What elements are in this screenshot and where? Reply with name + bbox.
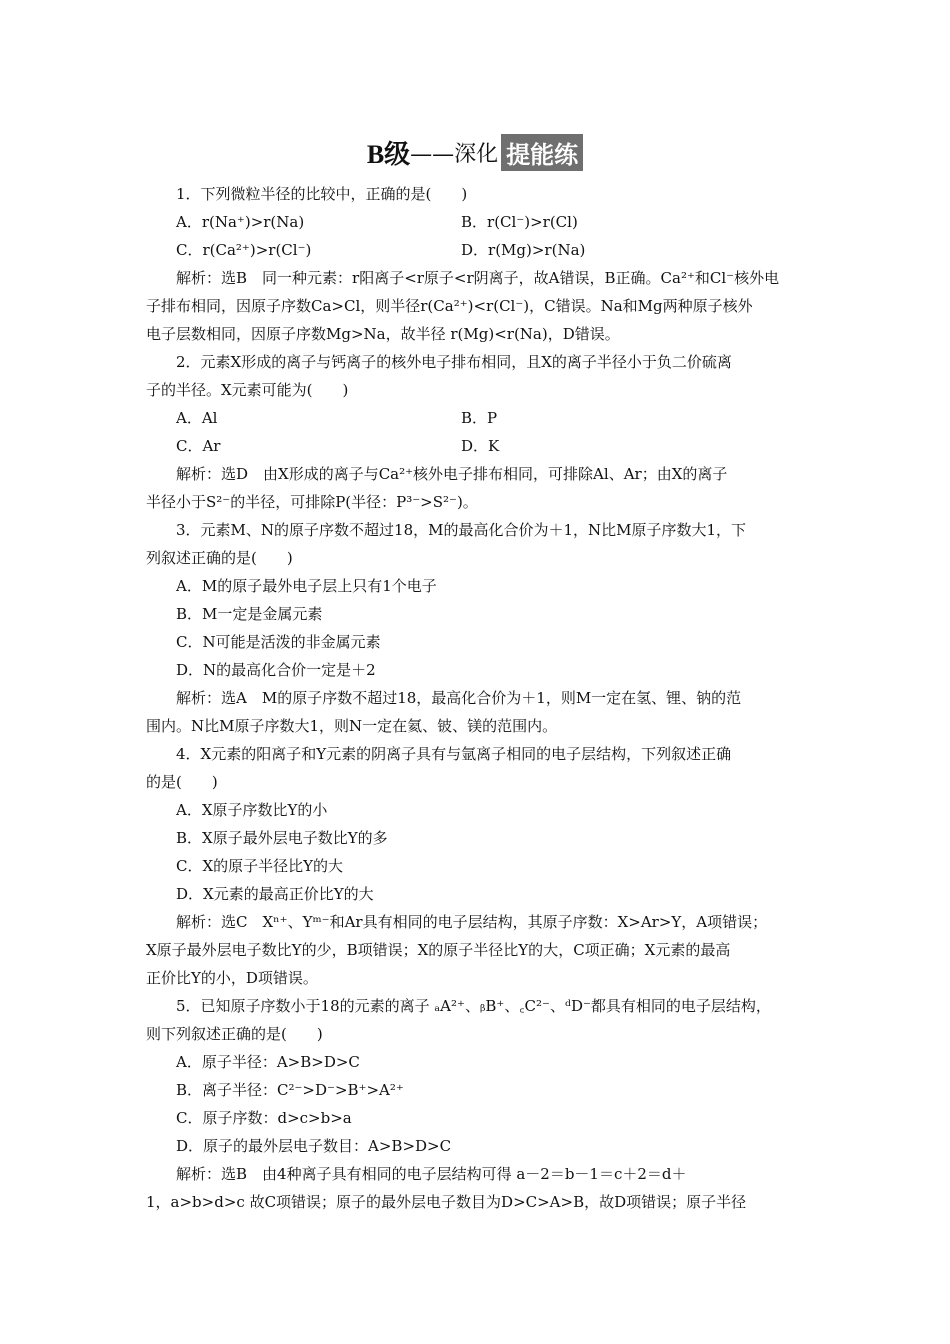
text-line: B．X原子最外层电子数比Y的多 [176, 829, 388, 847]
text-line: 围内。N比M原子序数大1，则N一定在氦、铍、镁的范围内。 [146, 717, 558, 735]
text-line: A．M的原子最外电子层上只有1个电子 [176, 577, 437, 595]
text-line: 4．X元素的阳离子和Y元素的阴离子具有与氩离子相同的电子层结构，下列叙述正确 [176, 745, 732, 763]
option-left: C．Ar [176, 437, 221, 455]
text-line [146, 236, 812, 264]
text-line: 解析：选D 由X形成的离子与Ca²⁺核外电子排布相同，可排除Al、Ar；由X的离子 [176, 465, 728, 483]
text-line: 半径小于S²⁻的半径，可排除P(半径：P³⁻>S²⁻)。 [146, 493, 478, 511]
text-line: C．N可能是活泼的非金属元素 [176, 633, 381, 651]
option-left: A．r(Na⁺)>r(Na) [176, 213, 305, 231]
text-line: 则下列叙述正确的是( ) [146, 1025, 323, 1043]
text-line: 1，a>b>d>c 故C项错误；原子的最外层电子数目为D>C>A>B，故D项错误；原子半径 [146, 1193, 747, 1211]
option-left: A．Al [176, 409, 218, 427]
document-body [146, 180, 812, 1216]
text-line [146, 404, 812, 432]
text-line: B．离子半径：C²⁻>D⁻>B⁺>A²⁺ [176, 1081, 404, 1099]
text-line: C．X的原子半径比Y的大 [176, 857, 344, 875]
text-line: 的是( ) [146, 773, 218, 791]
option-right: D．r(Mg)>r(Na) [461, 241, 586, 259]
section-subtitle: ——深化 [410, 142, 499, 167]
text-line [146, 432, 812, 460]
text-line: 解析：选A M的原子序数不超过18，最高化合价为＋1，则M一定在氢、锂、钠的范 [176, 689, 742, 707]
text-line: 子排布相同，因原子序数Ca>Cl，则半径r(Ca²⁺)<r(Cl⁻)，C错误。Na和Mg两种原子核外 [146, 297, 753, 315]
text-line: 正价比Y的小，D项错误。 [146, 969, 318, 987]
text-line: X原子最外层电子数比Y的少，B项错误；X的原子半径比Y的大，C项正确；X元素的最高 [146, 941, 731, 959]
text-line: 子的半径。X元素可能为( ) [146, 381, 349, 399]
text-line: C．原子序数：d>c>b>a [176, 1109, 352, 1127]
text-line: 电子层数相同，因原子序数Mg>Na，故半径 r(Mg)<r(Na)，D错误。 [146, 325, 620, 343]
text-line: D．X元素的最高正价比Y的大 [176, 885, 374, 903]
text-line [146, 208, 812, 236]
section-badge: 提能练 [501, 134, 583, 171]
text-line: 列叙述正确的是( ) [146, 549, 293, 567]
text-line: 解析：选B 同一种元素：r阳离子<r原子<r阴离子，故A错误，B正确。Ca²⁺和Cl⁻核外电 [176, 269, 780, 287]
section-title [0, 134, 950, 171]
text-line: D．原子的最外层电子数目：A>B>D>C [176, 1137, 452, 1155]
option-right: D．K [461, 437, 500, 455]
option-right: B．r(Cl⁻)>r(Cl) [461, 213, 578, 231]
option-right: B．P [461, 409, 498, 427]
text-line: B．M一定是金属元素 [176, 605, 323, 623]
text-line: A．X原子序数比Y的小 [176, 801, 328, 819]
text-line: 2．元素X形成的离子与钙离子的核外电子排布相同，且X的离子半径小于负二价硫离 [176, 353, 732, 371]
text-line: A．原子半径：A>B>D>C [176, 1053, 360, 1071]
text-line: 1．下列微粒半径的比较中，正确的是( ) [176, 185, 468, 203]
text-line: 3．元素M、N的原子序数不超过18，M的最高化合价为＋1，N比M原子序数大1，下 [176, 521, 747, 539]
text-line: D．N的最高化合价一定是＋2 [176, 661, 376, 679]
text-line: 解析：选B 由4种离子具有相同的电子层结构可得 a－2＝b－1＝c＋2＝d＋ [176, 1165, 687, 1183]
option-left: C．r(Ca²⁺)>r(Cl⁻) [176, 241, 312, 259]
text-line: 5．已知原子序数小于18的元素的离子 ₐA²⁺、ᵦB⁺、꜀C²⁻、ᵈD⁻都具有相同的电子层结构， [176, 997, 771, 1015]
section-level: B级 [366, 140, 411, 169]
text-line: 解析：选C Xⁿ⁺、Yᵐ⁻和Ar具有相同的电子层结构，其原子序数：X>Ar>Y，A项错误； [176, 913, 768, 931]
